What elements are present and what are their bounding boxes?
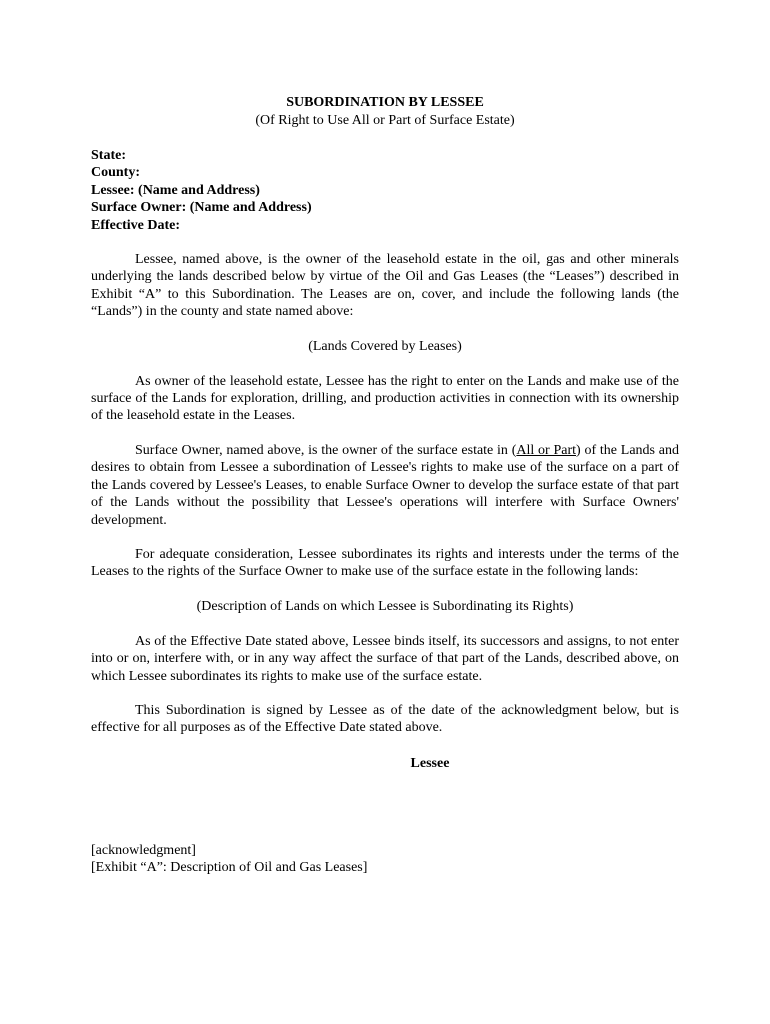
document-title: SUBORDINATION BY LESSEE xyxy=(286,95,484,110)
document-subtitle: (Of Right to Use All or Part of Surface Estate) xyxy=(255,113,515,128)
paragraph-2: As owner of the leasehold estate, Lessee has the right to enter on the Lands and make use of the surface of the Lands for exploration, drilling, and production activities in connection with its ownership of the leasehold estate in the Leases. xyxy=(91,373,679,424)
paragraph-6: This Subordination is signed by Lessee as of the date of the acknowledgment below, but is effective for all purposes as of the Effective Date stated above. xyxy=(91,702,679,736)
document-body xyxy=(91,94,679,773)
paragraph-3 xyxy=(91,442,679,529)
footer-acknowledgment: [acknowledgment] xyxy=(91,843,196,858)
field-county: County: xyxy=(91,165,141,181)
lands-subordinated-placeholder: (Description of Lands on which Lessee is Subordinating its Rights) xyxy=(196,598,574,614)
field-effective-date: Effective Date: xyxy=(91,217,181,233)
document-footer xyxy=(91,842,367,877)
paragraph-5: As of the Effective Date stated above, Lessee binds itself, its successors and assigns, to not enter into or on, interfere with, or in any way affect the surface of that part of the Lands, described above, on which Lessee subordinates its rights to make use of the surface estate. xyxy=(91,633,679,684)
paragraph-4: For adequate consideration, Lessee subordinates its rights and interests under the terms of the Leases to the rights of the Surface Owner to make use of the surface estate in the following lands: xyxy=(91,546,679,580)
all-or-part-underlined: All or Part xyxy=(516,442,577,458)
paragraph-3-end: ) of the Lands and desires to obtain from Lessee a subordination of Lessee's rights to make use of the surface on a part of the Lands covered by Lessee's Leases, to enable Surface Owner to develop the surface estate of that part of the Lands without the possibility that Lessee's operations will interfere with Surface Owners' development. xyxy=(91,442,679,528)
field-surface-owner: Surface Owner: (Name and Address) xyxy=(91,200,312,216)
signature-label: Lessee xyxy=(410,755,450,771)
paragraph-1: Lessee, named above, is the owner of the leasehold estate in the oil, gas and other minerals underlying the lands described below by virtue of the Oil and Gas Leases (the “Leases”) described in Exhibit “A” to this Subordination. The Leases are on, cover, and include the following lands (the “Lands”) in the county and state named above: xyxy=(91,252,679,320)
footer-exhibit: [Exhibit “A”: Description of Oil and Gas Leases] xyxy=(91,860,368,876)
lands-covered-placeholder: (Lands Covered by Leases) xyxy=(308,338,462,354)
paragraph-3-start: Surface Owner, named above, is the owner of the surface estate in ( xyxy=(135,442,517,458)
header-fields xyxy=(91,147,679,234)
field-lessee: Lessee: (Name and Address) xyxy=(91,182,260,198)
field-state: State: xyxy=(91,148,126,163)
